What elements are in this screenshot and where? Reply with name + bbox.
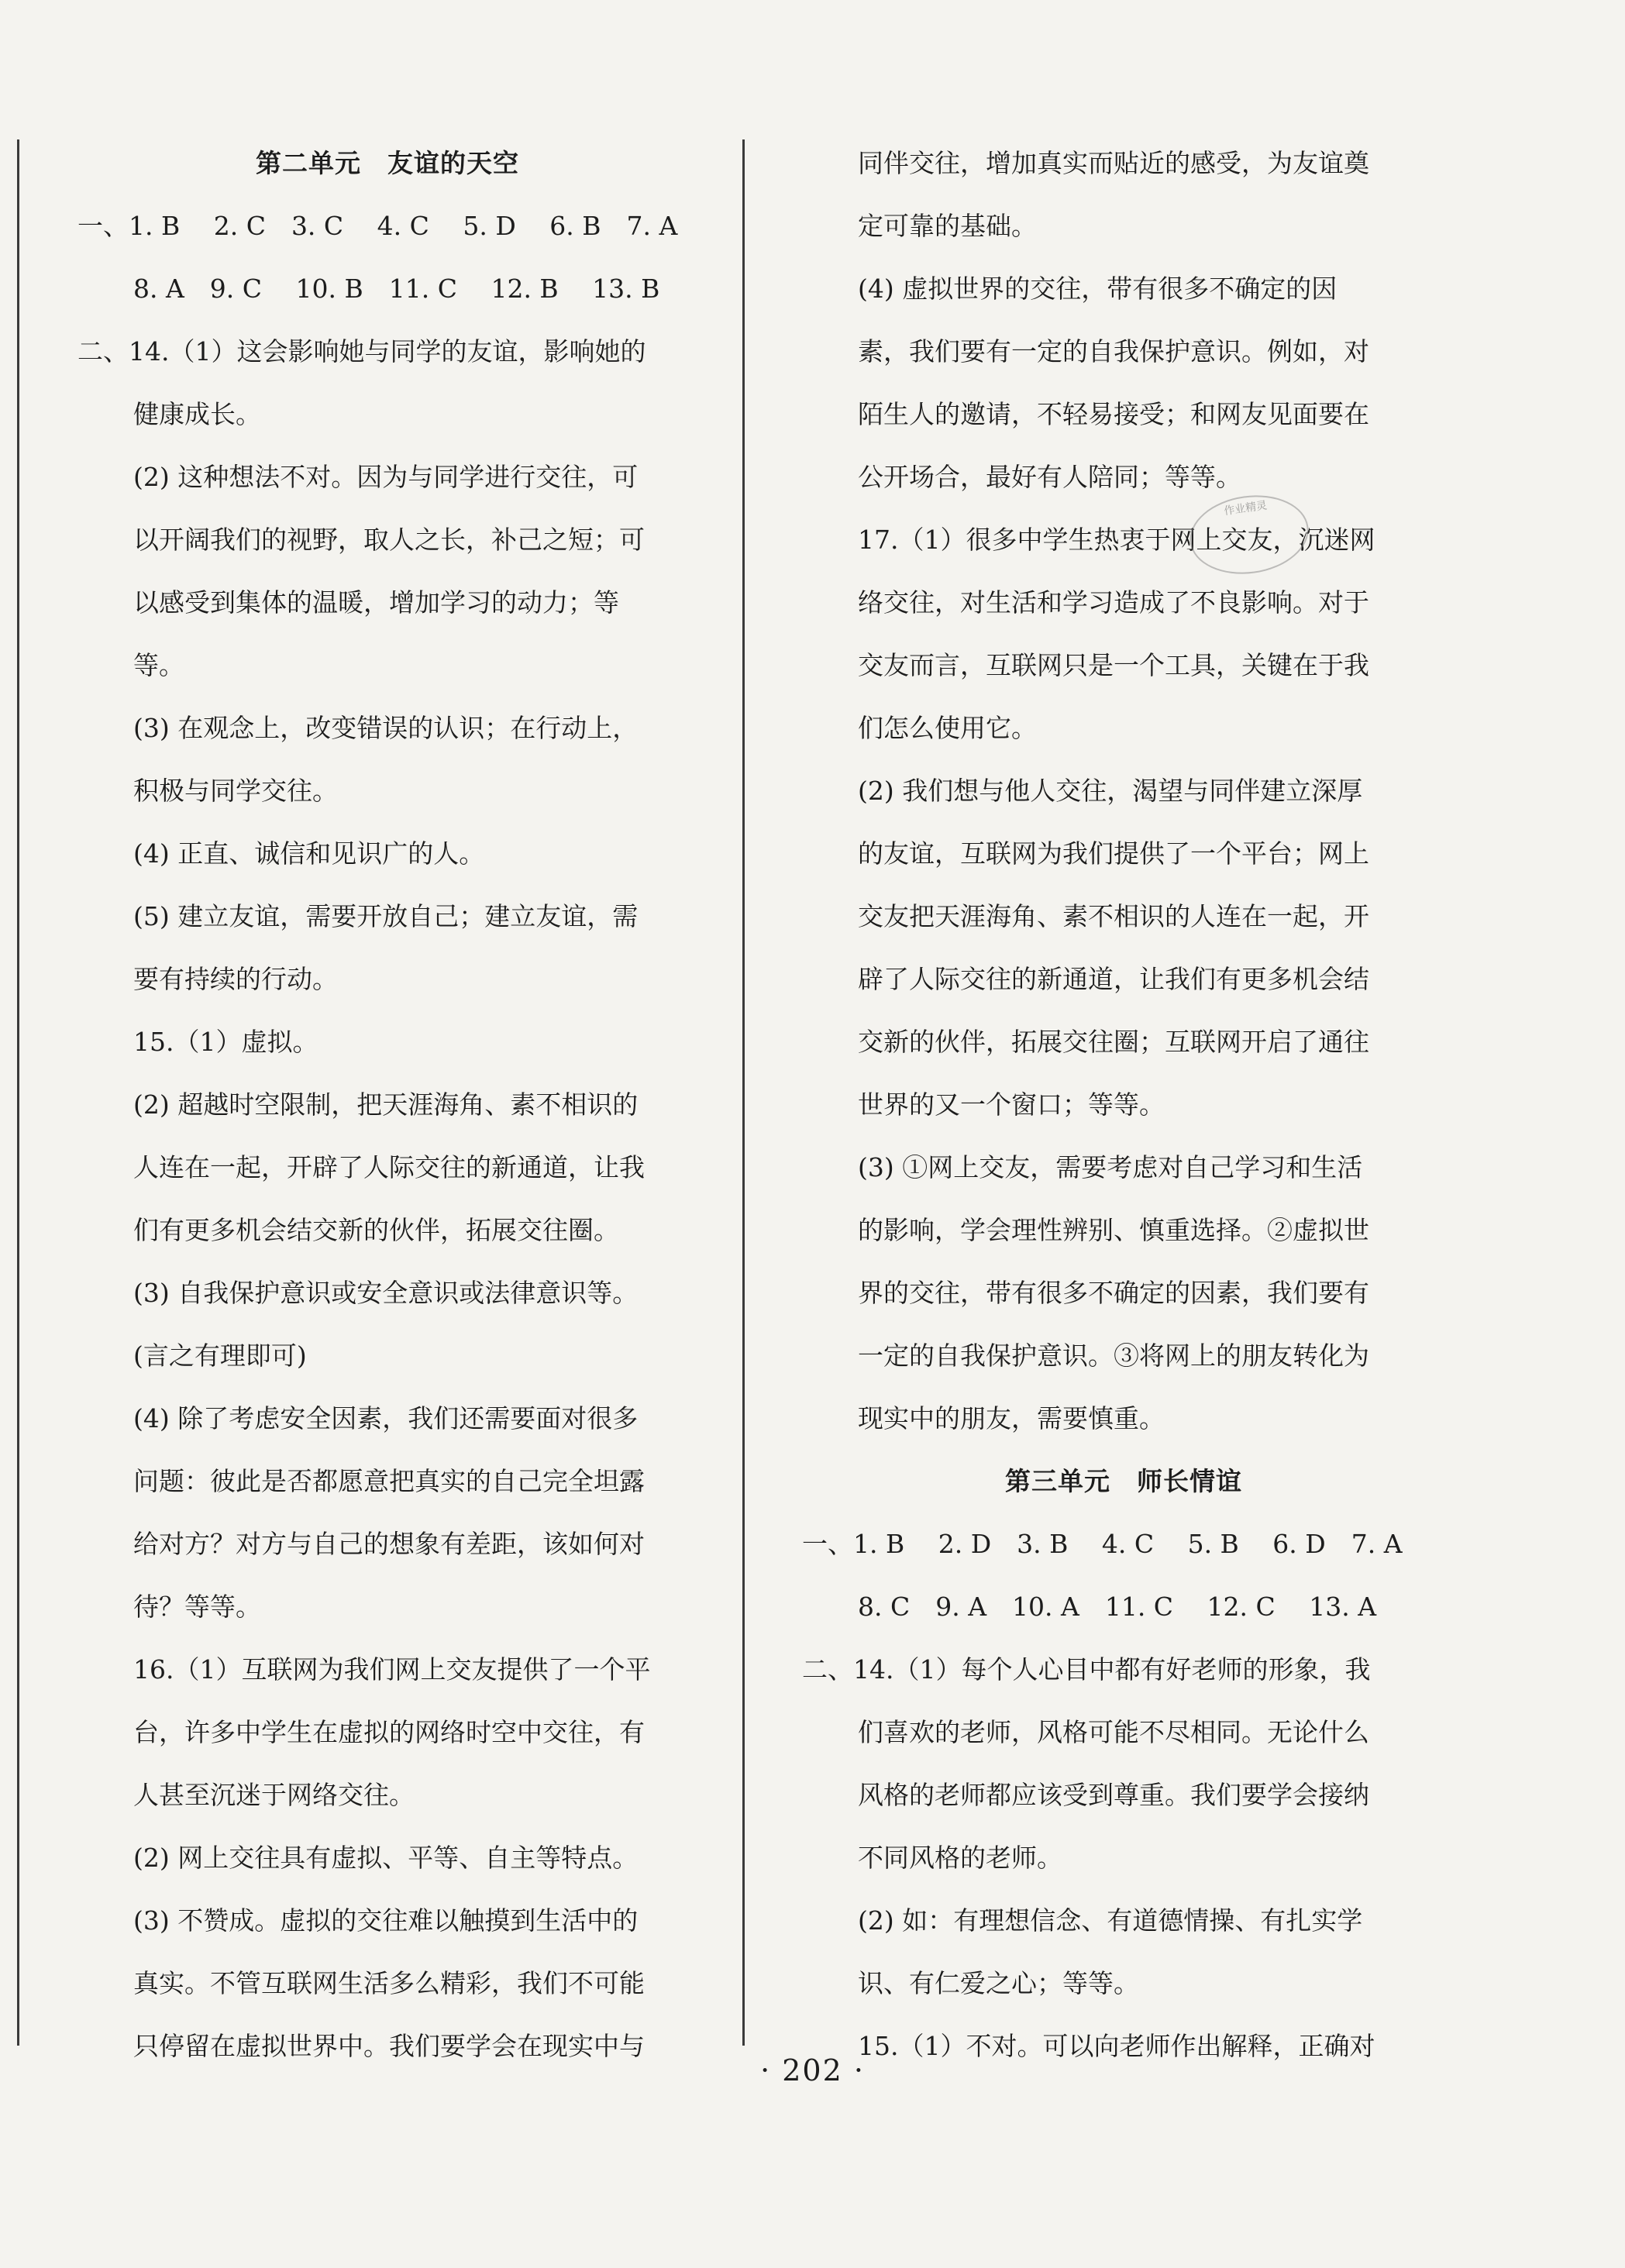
answer-line: 问题：彼此是否都愿意把真实的自己完全坦露 bbox=[133, 1466, 645, 1496]
answer-line: 素，我们要有一定的自我保护意识。例如，对 bbox=[858, 336, 1369, 367]
page-number: · 202 · bbox=[760, 2053, 865, 2087]
answer-line: 的友谊，互联网为我们提供了一个平台；网上 bbox=[858, 838, 1369, 869]
answer-line: 风格的老师都应该受到尊重。我们要学会接纳 bbox=[858, 1780, 1369, 1810]
answer-line: 16.（1）互联网为我们网上交友提供了一个平 bbox=[133, 1654, 651, 1685]
answer-line: 交友而言，互联网只是一个工具，关键在于我 bbox=[858, 650, 1369, 680]
answer-line: 识、有仁爱之心；等等。 bbox=[858, 1968, 1139, 1998]
answer-line: (2) 我们想与他人交往，渴望与同伴建立深厚 bbox=[858, 776, 1363, 806]
answer-line: 8. C 9. A 10. A 11. C 12. C 13. A bbox=[858, 1592, 1377, 1622]
answer-line: 待？等等。 bbox=[133, 1592, 261, 1622]
section-title: 第三单元 师长情谊 bbox=[1005, 1466, 1242, 1496]
answer-line: 人连在一起，开辟了人际交往的新通道，让我 bbox=[133, 1152, 645, 1182]
answer-line: 现实中的朋友，需要慎重。 bbox=[858, 1403, 1165, 1433]
answer-line: (3) 不赞成。虚拟的交往难以触摸到生活中的 bbox=[133, 1905, 639, 1936]
answer-line: (2) 超越时空限制，把天涯海角、素不相识的 bbox=[133, 1089, 639, 1120]
answer-line: 一、1. B 2. C 3. C 4. C 5. D 6. B 7. A bbox=[77, 211, 678, 241]
answer-line: 同伴交往，增加真实而贴近的感受，为友谊奠 bbox=[858, 148, 1369, 178]
answer-line: 15.（1）虚拟。 bbox=[133, 1027, 318, 1057]
answer-line: 定可靠的基础。 bbox=[858, 211, 1037, 241]
stamp-text: 作业精灵 bbox=[1223, 499, 1269, 518]
answer-line: (4) 虚拟世界的交往，带有很多不确定的因 bbox=[858, 274, 1338, 304]
answer-line: 人甚至沉迷于网络交往。 bbox=[133, 1780, 415, 1810]
answer-line: 的影响，学会理性辨别、慎重选择。②虚拟世 bbox=[858, 1215, 1369, 1245]
answer-line: 二、14.（1）每个人心目中都有好老师的形象，我 bbox=[802, 1654, 1371, 1685]
answer-line: 世界的又一个窗口；等等。 bbox=[858, 1089, 1165, 1120]
answer-line: 交新的伙伴，拓展交往圈；互联网开启了通往 bbox=[858, 1027, 1369, 1057]
answer-line: (5) 建立友谊，需要开放自己；建立友谊，需 bbox=[133, 901, 639, 931]
right-column bbox=[802, 132, 1445, 2077]
answer-line: 健康成长。 bbox=[133, 399, 261, 429]
answer-line: 以感受到集体的温暖，增加学习的动力；等 bbox=[133, 587, 619, 618]
answer-line: 以开阔我们的视野，取人之长，补己之短；可 bbox=[133, 525, 645, 555]
answer-line: 们有更多机会结交新的伙伴，拓展交往圈。 bbox=[133, 1215, 619, 1245]
answer-line: 二、14.（1）这会影响她与同学的友谊，影响她的 bbox=[77, 336, 646, 367]
answer-line: (2) 如：有理想信念、有道德情操、有扎实学 bbox=[858, 1905, 1363, 1936]
answer-line: 只停留在虚拟世界中。我们要学会在现实中与 bbox=[133, 2031, 645, 2061]
left-margin-rule bbox=[17, 139, 19, 2046]
answer-line: 辟了人际交往的新通道，让我们有更多机会结 bbox=[858, 964, 1369, 994]
answer-line: 陌生人的邀请，不轻易接受；和网友见面要在 bbox=[858, 399, 1369, 429]
answer-line: (3) 自我保护意识或安全意识或法律意识等。 bbox=[133, 1278, 639, 1308]
answer-line: 等。 bbox=[133, 650, 184, 680]
answer-line: 们喜欢的老师，风格可能不尽相同。无论什么 bbox=[858, 1717, 1369, 1747]
answer-line: (3) 在观念上，改变错误的认识；在行动上， bbox=[133, 713, 639, 743]
answer-line: 一定的自我保护意识。③将网上的朋友转化为 bbox=[858, 1340, 1369, 1371]
answer-line: 不同风格的老师。 bbox=[858, 1843, 1062, 1873]
answer-line: 络交往，对生活和学习造成了不良影响。对于 bbox=[858, 587, 1369, 618]
answer-line: 17.（1）很多中学生热衷于网上交友，沉迷网 bbox=[858, 525, 1375, 555]
answer-line: (2) 这种想法不对。因为与同学进行交往，可 bbox=[133, 462, 639, 492]
answer-line: (4) 除了考虑安全因素，我们还需要面对很多 bbox=[133, 1403, 639, 1433]
column-divider-rule bbox=[742, 139, 745, 2046]
answer-line: 一、1. B 2. D 3. B 4. C 5. B 6. D 7. A bbox=[802, 1529, 1403, 1559]
answer-line: (3) ①网上交友，需要考虑对自己学习和生活 bbox=[858, 1152, 1363, 1182]
answer-line: 8. A 9. C 10. B 11. C 12. B 13. B bbox=[133, 274, 660, 304]
answer-line: 给对方？对方与自己的想象有差距，该如何对 bbox=[133, 1529, 645, 1559]
answer-line: 们怎么使用它。 bbox=[858, 713, 1037, 743]
answer-line: 15.（1）不对。可以向老师作出解释，正确对 bbox=[858, 2031, 1375, 2061]
answer-line: 要有持续的行动。 bbox=[133, 964, 338, 994]
answer-line: (2) 网上交往具有虚拟、平等、自主等特点。 bbox=[133, 1843, 639, 1873]
answer-line: 公开场合，最好有人陪同；等等。 bbox=[858, 462, 1241, 492]
left-column bbox=[77, 132, 697, 2077]
answer-line: 真实。不管互联网生活多么精彩，我们不可能 bbox=[133, 1968, 645, 1998]
answer-line: 台，许多中学生在虚拟的网络时空中交往，有 bbox=[133, 1717, 645, 1747]
section-title: 第二单元 友谊的天空 bbox=[256, 148, 519, 178]
answer-line: 交友把天涯海角、素不相识的人连在一起，开 bbox=[858, 901, 1369, 931]
answer-line: 积极与同学交往。 bbox=[133, 776, 338, 806]
answer-line: (4) 正直、诚信和见识广的人。 bbox=[133, 838, 485, 869]
answer-line: 界的交往，带有很多不确定的因素，我们要有 bbox=[858, 1278, 1369, 1308]
answer-line: (言之有理即可) bbox=[133, 1340, 307, 1371]
